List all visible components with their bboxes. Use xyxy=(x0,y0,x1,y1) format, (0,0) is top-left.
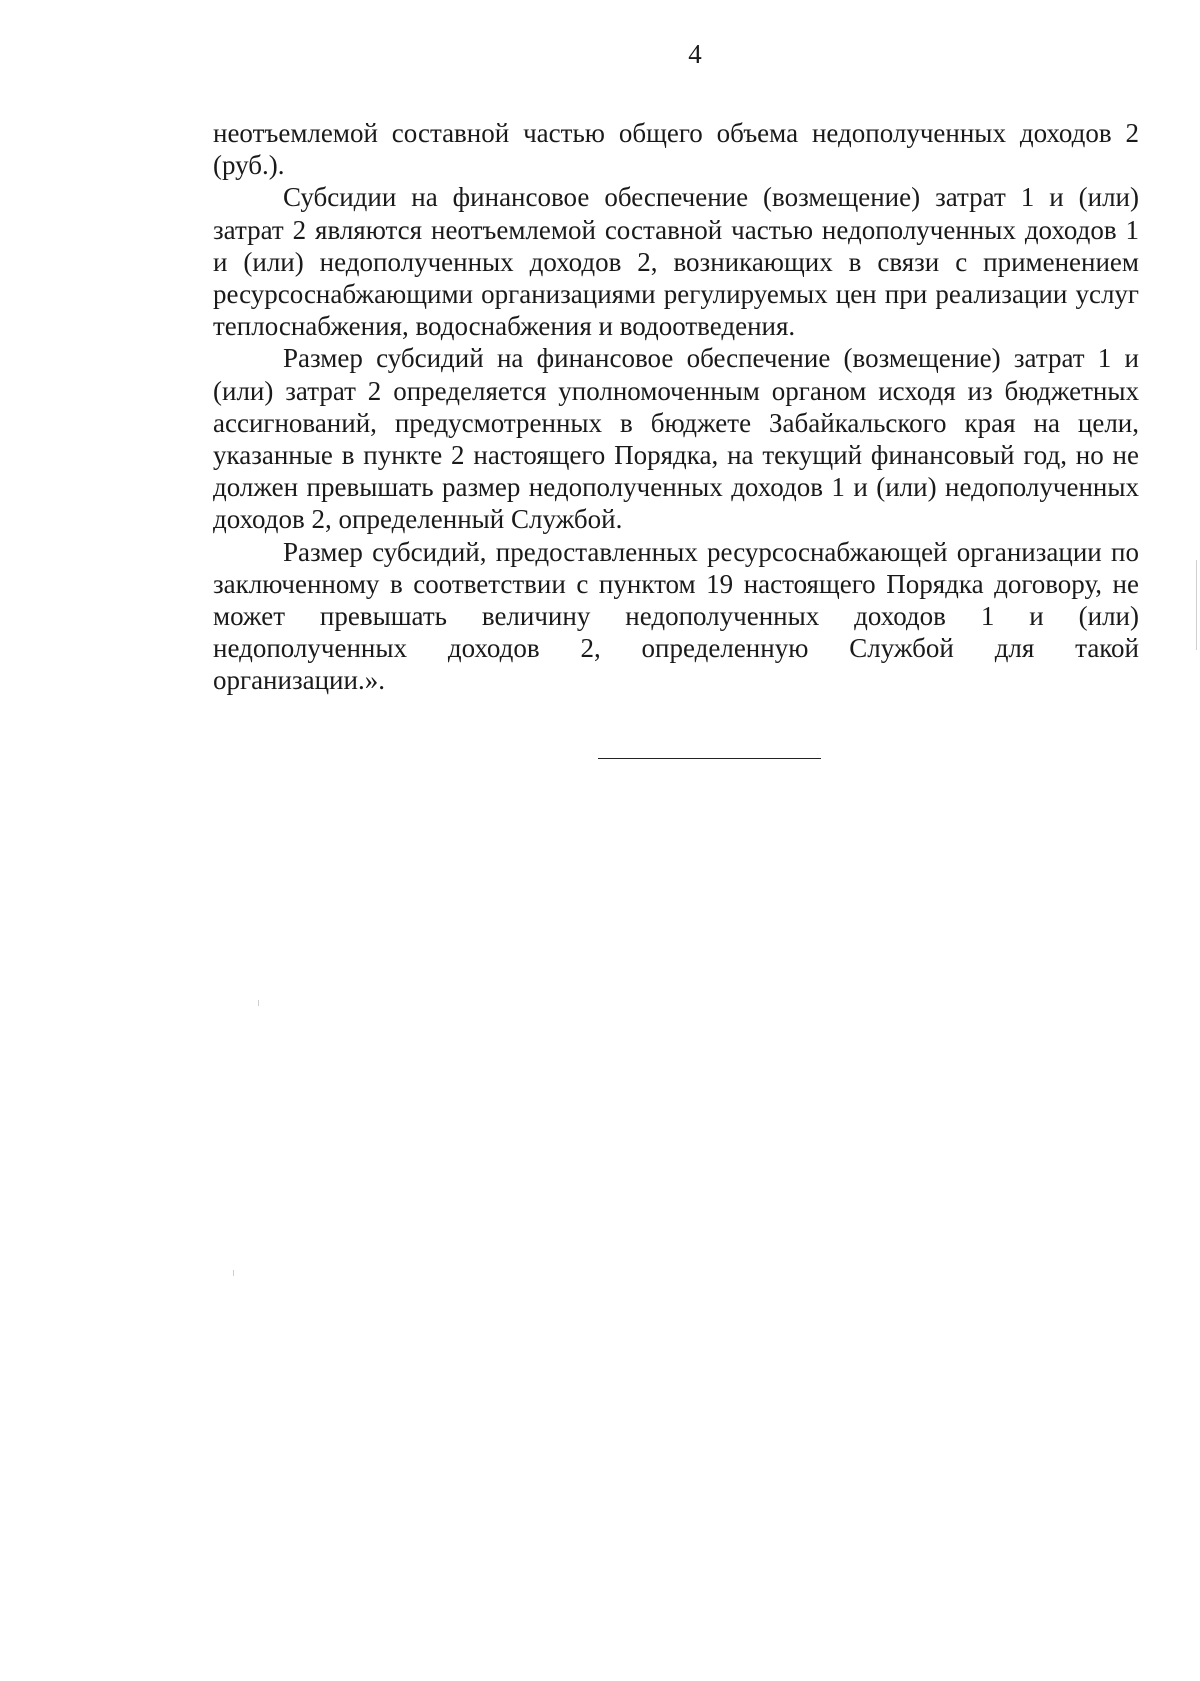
paragraph-subsidy-limit: Размер субсидий, предоставленных ресурсоснабжающей организации по заключенному в соответствии с пунктом 19 настоящего Порядка договору, не может превышать величину недополученных доходов 1 и (или) недополученных доходов 2, определенную Службой для такой xyxy=(213,536,1139,664)
scan-mark xyxy=(233,1270,234,1276)
page-number: 4 xyxy=(688,39,702,69)
paragraph-subsidy-amount-determination: Размер субсидий на финансовое обеспечение (возмещение) затрат 1 и (или) затрат 2 определяется уполномоченным органом исходя из бюджетных ассигнований, предусмотренных в бюджете Забайкальского края на цели, указанные в пункте 2 настоящего Порядка, на текущий финансовый год, но не должен превышать размер недополученных доходов 1 и (или) недополученных доходов 2, определенный Службой. xyxy=(213,343,1139,535)
end-of-text-rule xyxy=(598,758,821,759)
scan-mark xyxy=(1196,560,1197,650)
paragraph-subsidies-integral-part: Субсидии на финансовое обеспечение (возмещение) затрат 1 и (или) затрат 2 являются неотъемлемой составной частью недополученных доходов 1 и (или) недополученных доходов 2, возникающих в связи с применением ресурсоснабжающими организациями регулируемых цен при реализации услуг теплоснабжения, водоснабжения и водоотведения. xyxy=(213,182,1139,342)
scan-mark xyxy=(258,1000,259,1006)
document-body xyxy=(213,117,1139,697)
paragraph-continuation: неотъемлемой составной частью общего объема недополученных доходов 2 (руб.). xyxy=(213,118,1139,181)
paragraph-closing-line: организации.». xyxy=(213,665,385,696)
